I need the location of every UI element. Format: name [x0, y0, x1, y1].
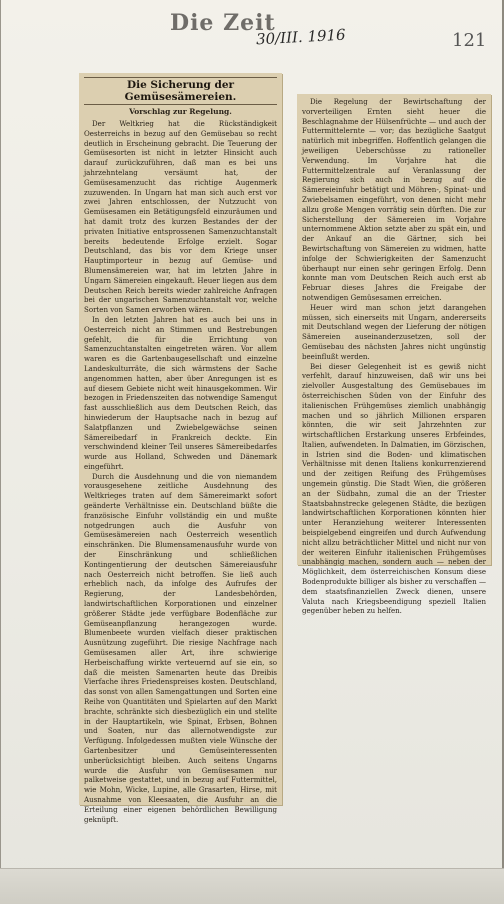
newspaper-clipping-right: [297, 94, 491, 616]
newspaper-masthead: Die Zeit: [170, 10, 276, 36]
sheet-bottom-edge: [0, 868, 504, 904]
article-paragraph: Die Regelung der Bewirtschaftung der vorverteiligen Ernten sieht heuer die Beschlagnahme der Hülsenfrüchte — und auch der Futtermittelernte — vor; das bezügliche Saatgut natürlich mit inbegriffen. Hoffentlich gelangen die jeweiligen Ueberschüsse zu rationeller Verwendung. Im Vorjahre hat die Futtermittelzentrale auf Veranlassung der Regierung sich auch in bezug auf die Sämereieinfuhr betätigt und Möhren-, Spinat- und Zwiebelsamen eingeführt, von denen nicht mehr allzu große Mengen vorrätig sein dürften. Die zur Sicherstellung der Sämereien im Vorjahre unternommene Aktion setzte aber zu spät ein, und der Ankauf an die Gärtner, sich bei Bewirtschaftung von Sämereien zu widmen, hatte infolge der Schwierigkeiten der Samenzucht überhaupt nur einen sehr geringen Erfolg. Denn konnte man vom Deutschen Reich auch erst ab Februar dieses Jahres die Freigabe der notwendigen Gemüsesamen erreichen.: [302, 97, 486, 302]
article-paragraph: Der Weltkrieg hat die Rückständigkeit Oesterreichs in bezug auf den Gemüsebau so recht deutlich in Erscheinung gebracht. Die Teuerung der Gemüsesorten ist nicht in letzter Hinsicht auch darauf zurückzuführen, daß man es bei uns jahrzehntelang versäumt hat, der Gemüsesamenzucht das richtige Augenmerk zuzuwenden. In Ungarn hat man sich auch erst vor zwei Jahren entschlossen, der Nutzzucht von Gemüsesamen ein Betätigungsfeld einzuräumen und hat damit trotz des kurzen Bestandes der der privaten Initiative entsprossenen Samenzuchtanstalt bereits bedeutende Erfolge erzielt. Sogar Deutschland, das bis vor dem Kriege unser Hauptimporteur in bezug auf Gemüse- und Blumensämereien war, hat im letzten Jahre in Ungarn Sämereien eingekauft. Heuer liegen aus dem Deutschen Reich bereits wieder zahlreiche Anfragen bei der ungarischen Samenzuchtanstalt vor, welche Sorten von Samen erworben wären.: [84, 119, 277, 315]
handwritten-date: 30/III. 1916: [255, 25, 347, 49]
page-number: 121: [452, 30, 487, 51]
article-subtitle: Vorschlag zur Regelung.: [129, 107, 232, 116]
article-paragraph: Durch die Ausdehnung und die von niemandem vorausgesehene zeitliche Ausdehnung des Weltkrieges traten auf dem Sämereimarkt sofort geänderte Verhältnisse ein. Deutschland büßte die französische Einfuhr vollständig ein und mußte notgedrungen auch die Ausfuhr von Gemüsesämereien nach Oesterreich wesentlich einschränken. Die Blumensamenausfuhr wurde von der Einschränkung und schließlichen Kontingentierung der deutschen Sämereiausfuhr nach Oesterreich nicht betroffen. Sie ließ auch erheblich nach, da infolge des Aufrufes der Regierung, der Landesbehörden, landwirtschaftlichen Korporationen und einzelner größerer Städte jede verfügbare Bodenfläche zur Gemüseanpflanzung herangezogen wurde. Blumenbeete wurden vielfach dieser praktischen Ausnützung zugeführt. Die riesige Nachfrage nach Gemüsesamen aller Art, ihre schwierige Herbeischaffung wirkte verteuernd auf sie ein, so daß die meisten Samenarten heute das Dreibis Vierfache ihres Friedenspreises kosten. Deutschland, das sonst von allen Samengattungen und Sorten eine Reihe von Quantitäten und Spielarten auf den Markt brachte, schränkte sich diesbezüglich ein und stellte in der Hauptartikeln, wie Spinat, Erbsen, Bohnen und Soaten, nur das allernotwendigste zur Verfügung. Infolgedessen mußten viele Wünsche der Gartenbesitzer und Gemüseinteressenten unberücksichtigt bleiben. Auch seitens Ungarns wurde die Ausfuhr von Gemüsesamen nur palketweise gestattet, und in bezug auf Futtermittel, wie Mohn, Wicke, Lupine, alle Grasarten, Hirse, mit Ausnahme von Kleesaaten, die Ausfuhr an die Erteilung einer eigenen behördlichen Bewilligung geknüpft.: [84, 471, 277, 824]
article-paragraph: Heuer wird man schon jetzt darangehen müssen, sich einerseits mit Ungarn, andererseits mit Deutschland wegen der Lieferung der nötigen Sämereien auseinanderzusetzen, soll der Gemüsebau des nächsten Jahres nicht ungünstig beeinflußt werden.: [302, 302, 486, 361]
article-paragraph: In den letzten Jahren hat es auch bei uns in Oesterreich nicht an Stimmen und Bestrebungen gefehlt, die für die Errichtung von Samenzuchtanstalten eingetreten wären. Vor allem waren es die Gartenbaugesellschaft und einzelne Landeskulturräte, die sich wärmstens der Sache angenommen hatten, aber über Anregungen ist es auf diesem Gebiete nicht weit hinausgekommen. Wir bezogen in Friedenszeiten das notwendige Samengut fast ausschließlich aus dem Deutschen Reich, das hinwiederum der Hauptsache nach in bezug auf Salatpflanzen und Zwiebelgewächse seinen Sämereibedarf in Frankreich deckte. Ein verschwindend kleiner Teil unseres Sämereibedarfes wurde aus Holland, Schweden und Dänemark eingeführt.: [84, 314, 277, 471]
article-title: Die Sicherung der Gemüsesämereien.: [84, 77, 277, 105]
newspaper-clipping-left: [79, 73, 282, 824]
article-paragraph: Bei dieser Gelegenheit ist es gewiß nicht verfehlt, darauf hinzuweisen, daß wir uns bei zielvoller Ausgestaltung des Gemüsebaues im österreichischen Süden von der Einfuhr des italienischen Frühgemüses ziemlich unabhängig machen und so jährlich Millionen ersparen könnten, die wir seit Jahrzehnten zur wirtschaftlichen Erstarkung unseres Erbfeindes, Italien, aufwendeten. In Dalmatien, im Görzischen, in Istrien sind die Boden- und klimatischen Verhältnisse mit denen Italiens konkurrenzierend und der zeitigen Reifung des Frühgemüses ungemein günstig. Die Stadt Wien, die größeren an der Südbahn, zumal die an der Triester Staatsbahnstrecke gelegenen Städte, die bezügen landwirtschaftlichen Korporationen könnten hier unter Heranziehung weiterer Interessenten beispielgebend eingreifen und durch Aufwendung nicht allzu beträchtlicher Mittel und nicht nur von der weiteren Einfuhr italienischen Frühgemüses unabhängig machen, sondern auch — neben der Möglichkeit, dem österreichischen Konsum diese Bodenprodukte billiger als bisher zu verschaffen — dem staatsfinanziellen Zweck dienen, unsere Valuta nach Kriegsbeendigung speziell Italien gegenüber heben zu helfen.: [302, 361, 486, 616]
